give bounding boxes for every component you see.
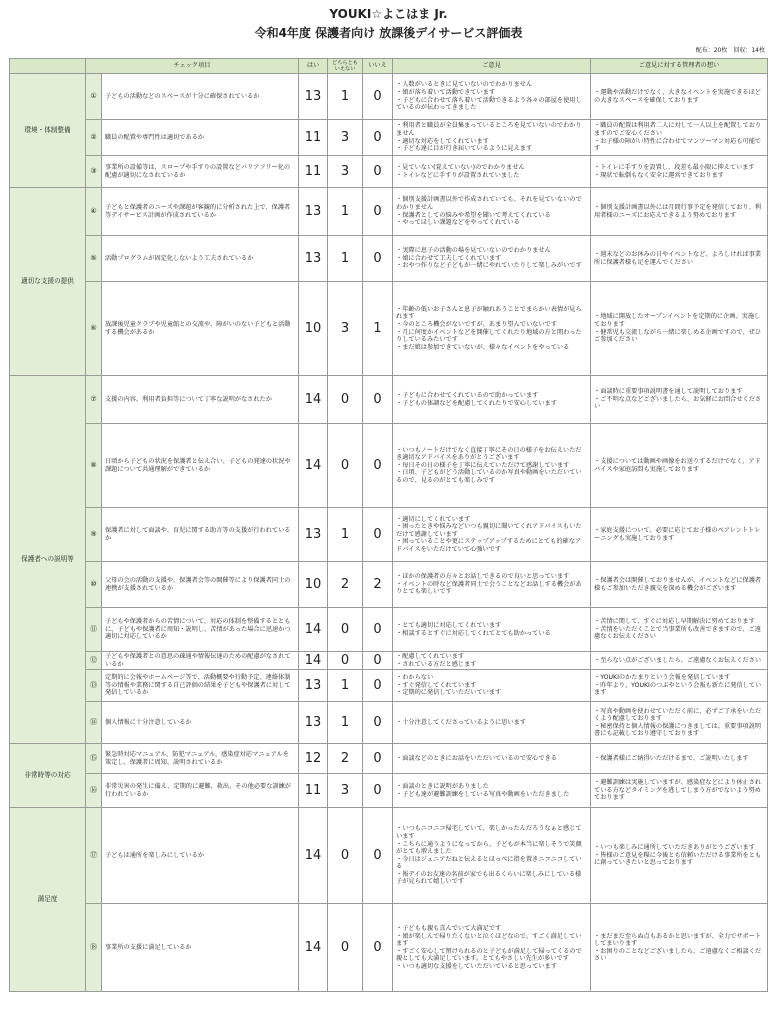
no-count: 0 <box>363 670 393 702</box>
response-cell-line: ・トイレに手すりを設置し、段差も最小限に抑えています <box>594 163 755 171</box>
neither-count: 0 <box>328 808 363 904</box>
no-count: 0 <box>363 702 393 744</box>
neither-count: 1 <box>328 508 363 562</box>
opinion-cell <box>393 670 591 702</box>
opinion-cell-line: ・実際に息子の活動の場を見ていないのでわかりません <box>396 247 551 255</box>
response-cell-line: ・昨年より、YOUKIのつぶやという会報も新たに発信しています <box>594 681 762 697</box>
opinion-cell <box>393 508 591 562</box>
opinion-cell-line: ・すぐ発信してくれています <box>396 681 477 689</box>
header <box>0 0 777 42</box>
neither-count: 0 <box>328 424 363 508</box>
response-cell <box>591 188 768 236</box>
no-count: 0 <box>363 904 393 992</box>
row-number: ⑦ <box>86 376 102 424</box>
yes-count: 13 <box>299 74 328 120</box>
neither-count: 1 <box>328 702 363 744</box>
response-cell <box>591 670 768 702</box>
opinion-cell-line: ・今のところ機会がないですが、あまり望んでいないです <box>396 320 557 328</box>
response-cell-line: ・避難訓練は実施していますが、感染症などにより休止されている方などタイミングを逃してしまう方がでないよう努めております <box>594 779 762 802</box>
table-row <box>10 808 768 904</box>
no-count: 0 <box>363 156 393 188</box>
response-cell <box>591 282 768 376</box>
yes-count: 14 <box>299 652 328 670</box>
row-number: ⑭ <box>86 702 102 744</box>
response-cell-line: ・皆様のご意見を糧に今後とも信頼いただける事業所をともに創っていきたいと思っております <box>594 851 762 867</box>
yes-count: 14 <box>299 608 328 652</box>
response-cell-line: ・写真や動画を使わせていただく前に、必ずご了承をいただくよう配慮しております <box>594 707 762 723</box>
row-number: ⑯ <box>86 774 102 808</box>
response-cell-line: ・お困りのことなどございましたら、ご遠慮なくご相談ください <box>594 947 762 963</box>
row-number: ⑤ <box>86 236 102 282</box>
no-count: 0 <box>363 236 393 282</box>
no-count: 0 <box>363 652 393 670</box>
row-number: ⑧ <box>86 424 102 508</box>
opinion-cell-line: ・されている方だと感じます <box>396 660 477 668</box>
response-cell-line: ・面談時に重要事項説明書を通して説明しております <box>594 388 743 396</box>
row-number: ② <box>86 120 102 156</box>
opinion-cell-line: ・子どもに合わせて落ち着いて活動できるよう各々の部屋を使用しているのが伝わってきました <box>396 96 582 112</box>
response-cell <box>591 562 768 608</box>
check-item: 支援の内容、利用者負担等について丁寧な説明がなされたか <box>102 376 299 424</box>
opinion-cell <box>393 236 591 282</box>
no-count: 0 <box>363 74 393 120</box>
opinion-cell-line: ・ほかの保護者の方々とお話しできるので良いと思っています <box>396 573 570 581</box>
yes-count: 14 <box>299 424 328 508</box>
opinion-cell-line: ・子どもの体調などを配慮してくれたりで安心しています <box>396 399 557 407</box>
response-cell-line: ・苦情に関して、すぐに対応し早期解決に努めております <box>594 618 755 626</box>
opinion-cell-line: ・保護者としての悩みや希望を聞いて考えてくれている <box>396 211 551 219</box>
header-neither: どちらとも いえない <box>328 59 363 74</box>
response-cell-line: ・至らない点がございましたら、ご遠慮なくお伝えください <box>594 656 762 664</box>
neither-count: 0 <box>328 652 363 670</box>
no-count: 0 <box>363 774 393 808</box>
opinion-cell-line: ・定期的に発信していただいています <box>396 689 502 697</box>
response-cell <box>591 904 768 992</box>
row-number: ⑥ <box>86 282 102 376</box>
response-cell-line: ・保護者会は開催しておりませんが、イベントなどに保護者様もご参加いただき親交を深める機会がございます <box>594 576 762 592</box>
document-title: YOUKI☆よこはま Jr. <box>329 7 448 21</box>
check-item: 定期的に会報やホームページ等で、活動概要や行動予定、連絡体制等の情報や業務に関する自己評価の結果を子どもや保護者に対して発信しているか <box>102 670 299 702</box>
yes-count: 13 <box>299 670 328 702</box>
no-count: 2 <box>363 562 393 608</box>
neither-count: 3 <box>328 774 363 808</box>
check-item: 非常災害の発生に備え、定期的に避難、救出、その他必要な訓練が行われているか <box>102 774 299 808</box>
table-row <box>10 74 768 120</box>
response-cell <box>591 376 768 424</box>
opinion-cell-line: ・利用者と職員が全員集まっているところを見ていないのでわかりません <box>396 122 582 137</box>
neither-count: 0 <box>328 376 363 424</box>
response-cell <box>591 74 768 120</box>
neither-count: 0 <box>328 904 363 992</box>
opinion-cell <box>393 652 591 670</box>
opinion-cell-line: ・困ったときや悩みなどいつも親切に聞いてくれアドバイスもいただけて感謝しています <box>396 523 582 538</box>
table-row <box>10 282 768 376</box>
opinion-cell-line: ・適切な対応をしてくれています <box>396 137 489 145</box>
document-subtitle: 令和4年度 保護者向け 放課後デイサービス評価表 <box>254 26 523 40</box>
table-row <box>10 904 768 992</box>
table-row <box>10 156 768 188</box>
neither-count: 1 <box>328 670 363 702</box>
row-number: ⑫ <box>86 652 102 670</box>
table-row <box>10 670 768 702</box>
check-item: 職員の配置や専門性は適切であるか <box>102 120 299 156</box>
opinion-cell <box>393 904 591 992</box>
table-row <box>10 188 768 236</box>
row-number: ⑰ <box>86 808 102 904</box>
check-item: 緊急時対応マニュアル、防犯マニュアル、感染症対応マニュアルを策定し、保護者に周知、説明されているか <box>102 744 299 774</box>
row-number: ① <box>86 74 102 120</box>
response-cell <box>591 120 768 156</box>
row-number: ④ <box>86 188 102 236</box>
check-item: 子どもや保護者との意思の疎通や情報伝達のための配慮がなされているか <box>102 652 299 670</box>
yes-count: 10 <box>299 282 328 376</box>
opinion-cell <box>393 608 591 652</box>
table-row <box>10 120 768 156</box>
opinion-cell-line: ・子ども達に目が行き届いているように見えます <box>396 145 533 153</box>
table-row <box>10 508 768 562</box>
opinion-cell-line: ・娘が楽しんで帰りたくないと泣くほどなので、すごく満足しています <box>396 932 582 948</box>
opinion-cell-line: ・面談などのときにお話をいただいているので安心できる <box>396 754 557 762</box>
opinion-cell <box>393 120 591 156</box>
opinion-cell-line: ・個別支援計画書以外で作成されていても、それを見ていないのでわかりません <box>396 196 582 211</box>
response-cell-line: ・地域に開放したオープンイベントを定期的に企画、実施しております <box>594 313 761 328</box>
response-cell <box>591 156 768 188</box>
row-number: ⑨ <box>86 508 102 562</box>
response-cell <box>591 508 768 562</box>
opinion-cell <box>393 282 591 376</box>
opinion-cell-line: ・娘に合わせて工夫してくれています <box>396 254 502 262</box>
opinion-cell-line: ・子ども達が避難訓練をしている写真や動画をいただきました <box>396 790 570 798</box>
category-cell: 非常時等の対応 <box>10 744 86 808</box>
category-cell: 満足度 <box>10 808 86 992</box>
yes-count: 14 <box>299 808 328 904</box>
opinion-cell-line: ・いつも適切な支援をしていただいていると思っています <box>396 962 557 970</box>
response-cell-line: ・健常児も交流しながら一緒に楽しめる企画ですので、ぜひご参加ください <box>594 328 761 344</box>
opinion-cell-line: ・わからない <box>396 674 434 682</box>
category-cell: 保護者への説明等 <box>10 376 86 744</box>
response-cell <box>591 808 768 904</box>
response-cell-line: ・苦情をいただくことで当事業所も改善できますので、ご遠慮なくお伝えください <box>594 625 761 641</box>
table-row <box>10 744 768 774</box>
opinion-cell <box>393 424 591 508</box>
neither-count: 0 <box>328 608 363 652</box>
row-number: ⑱ <box>86 904 102 992</box>
no-count: 0 <box>363 508 393 562</box>
opinion-cell-line: ・娘が落ち着いて活動できています <box>396 88 496 96</box>
opinion-cell-line: ・子どもに合わせてくれているので助かっています <box>396 391 539 399</box>
no-count: 0 <box>363 808 393 904</box>
table-row <box>10 376 768 424</box>
no-count: 0 <box>363 744 393 774</box>
opinion-cell <box>393 74 591 120</box>
opinion-cell-line: ・毎日その日の様子を丁寧に伝えていただけて感謝しています <box>396 461 570 469</box>
response-cell <box>591 702 768 744</box>
category-cell: 適切な支援の提供 <box>10 188 86 376</box>
opinion-cell-line: ・月に何度かイベントなどを開催してくれたり地域の方と関わったりしているみたいです <box>396 328 582 344</box>
table-row <box>10 652 768 670</box>
yes-count: 13 <box>299 508 328 562</box>
opinion-cell-line: ・見ていない(覚えていない)のでわかりません <box>396 163 525 171</box>
response-cell-line: ・ご不明な点などございましたら、お気軽にお問合せください <box>594 395 762 411</box>
no-count: 1 <box>363 282 393 376</box>
yes-count: 11 <box>299 156 328 188</box>
opinion-cell <box>393 744 591 774</box>
opinion-cell-line: ・トイレなどに手すりが設置されていました <box>396 171 520 179</box>
opinion-cell-line: ・年齢の低いお子さんと息子が触れあうことでまらかい表情が見られます <box>396 305 582 321</box>
yes-count: 13 <box>299 702 328 744</box>
table-row <box>10 608 768 652</box>
response-cell-line: ・個別支援計画書以外には月間行事予定を発信しており、利用者様のニーズにお応えできるよう努めております <box>594 203 762 219</box>
response-cell-line: ・週末などのお休みの日やイベントなど、よろしければ事業所に保護者様も足を運んでください <box>594 250 762 266</box>
no-count: 0 <box>363 120 393 156</box>
check-item: 保護者に対して面談や、育児に関する助言等の支援が行われているか <box>102 508 299 562</box>
opinion-cell-line: ・面談のときに説明がありました <box>396 783 489 791</box>
header-category <box>10 59 86 74</box>
check-item: 個人情報に十分注意しているか <box>102 702 299 744</box>
yes-count: 11 <box>299 774 328 808</box>
response-cell <box>591 774 768 808</box>
check-item: 子どもは通所を楽しみにしているか <box>102 808 299 904</box>
evaluation-table <box>9 58 768 992</box>
check-item: 事業所の支援に満足しているか <box>102 904 299 992</box>
row-number: ⑮ <box>86 744 102 774</box>
neither-count: 3 <box>328 120 363 156</box>
response-cell-line: ・現状で転倒もなく安全に運営できております <box>594 171 724 179</box>
opinion-cell-line: ・配慮してくれています <box>396 653 465 660</box>
neither-count: 3 <box>328 156 363 188</box>
neither-count: 1 <box>328 236 363 282</box>
check-item: 子どもと保護者のニーズや課題が客観的に分析された上で、保護者等デイサービス計画が作成されているか <box>102 188 299 236</box>
neither-count: 1 <box>328 74 363 120</box>
opinion-cell-line: ・すごく安心して預けられるのと子どもが満足して帰ってくるので親としても大満足しています。とてもやさしい先生が多いです <box>396 947 582 963</box>
response-cell <box>591 236 768 282</box>
response-cell-line: ・いつも楽しみに通所していただきありがとうございます <box>594 844 755 852</box>
no-count: 0 <box>363 424 393 508</box>
opinion-cell <box>393 188 591 236</box>
opinion-cell-line: ・人数がいるときに見ていないのでわかりません <box>396 81 533 89</box>
check-item: 日頃から子どもの状況を保護者と伝え合い、子どもの発達の状況や課題について共通理解ができているか <box>102 424 299 508</box>
row-number: ⑬ <box>86 670 102 702</box>
response-cell-line: ・支援については動画や画像をお送りするだけでなく、アドバイスや家庭訪問も実施しております <box>594 457 761 473</box>
yes-count: 10 <box>299 562 328 608</box>
row-number: ⑪ <box>86 608 102 652</box>
opinion-cell-line: ・イベントの時など保護者同士で会うことなどお話しする機会がありとても楽しいです <box>396 580 582 596</box>
header-yes: はい <box>299 59 328 74</box>
table-row <box>10 774 768 808</box>
opinion-cell-line: ・日頃、子どもがどう活動しているのか写真や動画をいただいているので、見るのがとても楽しみです <box>396 469 582 484</box>
row-number: ③ <box>86 156 102 188</box>
opinion-cell <box>393 702 591 744</box>
response-cell-line: ・まだまだ至らぬ点もあるかと思いますが、全力でサポートしてまいります <box>594 932 762 948</box>
response-cell-line: ・運動や活動だけでなく、大きなイベントを実施できるほどの大きなスペースを確保しております <box>594 88 761 104</box>
yes-count: 11 <box>299 120 328 156</box>
category-cell: 環境・体制整備 <box>10 74 86 188</box>
yes-count: 14 <box>299 904 328 992</box>
check-item: 事業所の設備等は、スロープや手すりの設置などバリアフリー化の配慮が適切になされているか <box>102 156 299 188</box>
opinion-cell <box>393 156 591 188</box>
response-cell <box>591 652 768 670</box>
check-item: 放課後児童クラブや児童館との交流や、障がいのない子どもと活動する機会があるか <box>102 282 299 376</box>
opinion-cell-line: ・とても適切に対応してくれています <box>396 621 502 629</box>
check-item: 子どもの活動などのスペースが十分に確保されているか <box>102 74 299 120</box>
neither-count: 2 <box>328 562 363 608</box>
yes-count: 13 <box>299 188 328 236</box>
distribution-count: 配布：20枚 回収：14枚 <box>695 47 765 54</box>
header-check-item: チェック項目 <box>86 59 299 74</box>
response-cell-line: ・YOUKIのかたまりという会報を発信しています <box>594 674 731 682</box>
yes-count: 12 <box>299 744 328 774</box>
yes-count: 13 <box>299 236 328 282</box>
header-no: いいえ <box>363 59 393 74</box>
header-opinion: ご意見 <box>393 59 591 74</box>
response-cell-line: ・お子様の障がい特性に合わせてマンツーマン対応も可能です <box>594 137 762 153</box>
opinion-cell-line: ・十分注意してくださっているように思います <box>396 718 526 726</box>
check-item: 子どもや保護者からの苦情について、対応の体制を整備するとともに、子どもや保護者に周知・説明し、苦情があった場合に迅速かつ適切に対応しているか <box>102 608 299 652</box>
opinion-cell <box>393 774 591 808</box>
opinion-cell-line: ・今日はジュニアだねと伝えるとほっぺに指を置きニコニコしている <box>396 855 582 871</box>
response-cell-line: ・家庭支援について、必要に応じてお子様のペアレントトレーニングも実施しております <box>594 526 761 542</box>
response-cell <box>591 608 768 652</box>
check-item: 活動プログラムが固定化しないよう工夫されているか <box>102 236 299 282</box>
table-row <box>10 424 768 508</box>
no-count: 0 <box>363 608 393 652</box>
row-number: ⑩ <box>86 562 102 608</box>
no-count: 0 <box>363 376 393 424</box>
neither-count: 3 <box>328 282 363 376</box>
response-cell-line: ・保護者様にご納得いただけるまで、ご説明いたします <box>594 754 749 762</box>
opinion-cell-line: ・やってほしい課題などをやってくれている <box>396 219 520 227</box>
opinion-cell-line: ・いつもノートだけでなく直接丁寧にその日の様子をお伝えいただき適切なアドバイスをありがとうございます <box>396 446 582 462</box>
opinion-cell-line: ・おやつ作りなど子どもが一緒にやれていたりして楽しみがいです <box>396 262 582 270</box>
opinion-cell <box>393 376 591 424</box>
response-cell-line: ・秘密保持と個人情報の保護につきましては、重要事項説明書にも記載しており遵守しております <box>594 722 761 738</box>
opinion-cell <box>393 562 591 608</box>
table-row <box>10 236 768 282</box>
header-response: ご意見に対する管理者の想い <box>591 59 768 74</box>
table-header-row <box>10 59 768 74</box>
opinion-cell-line: ・相談するとすぐに対応してくれてとても助かっている <box>396 629 551 637</box>
opinion-cell-line: ・いつもニコニコ帰宅していて、楽しかったんだろうなぁと感じています <box>396 825 582 840</box>
opinion-cell <box>393 808 591 904</box>
table-row <box>10 702 768 744</box>
opinion-cell-line: ・困っていることや更にステップアップするためにとても的確なアドバイスをいただけていて心強いです <box>396 538 582 553</box>
response-cell-line: ・職員の配置は利用者二人に対して一人以上を配置しておりますのでご安心ください <box>594 122 762 137</box>
check-item: 父母の会の活動の支援や、保護者会等の開催等により保護者同士の連携が支援されているか <box>102 562 299 608</box>
yes-count: 14 <box>299 376 328 424</box>
opinion-cell-line: ・まだ娘は参加できていないが、様々なイベントをやっている <box>396 343 570 351</box>
opinion-cell-line: ・子どもも親も喜んでいて大満足です <box>396 924 502 932</box>
table-row <box>10 562 768 608</box>
opinion-cell-line: ・適切にしてくれています <box>396 515 471 523</box>
opinion-cell-line: ・こちらに通うようになってから、子どもが本当に楽しそうで笑顔がとても増えました <box>396 840 582 856</box>
response-cell <box>591 424 768 508</box>
neither-count: 1 <box>328 188 363 236</box>
neither-count: 2 <box>328 744 363 774</box>
response-cell <box>591 744 768 774</box>
no-count: 0 <box>363 188 393 236</box>
opinion-cell-line: ・報デイのお友達の名前が家でも出るくらいに楽しみにしている様子が見られて嬉しいです <box>396 870 582 886</box>
